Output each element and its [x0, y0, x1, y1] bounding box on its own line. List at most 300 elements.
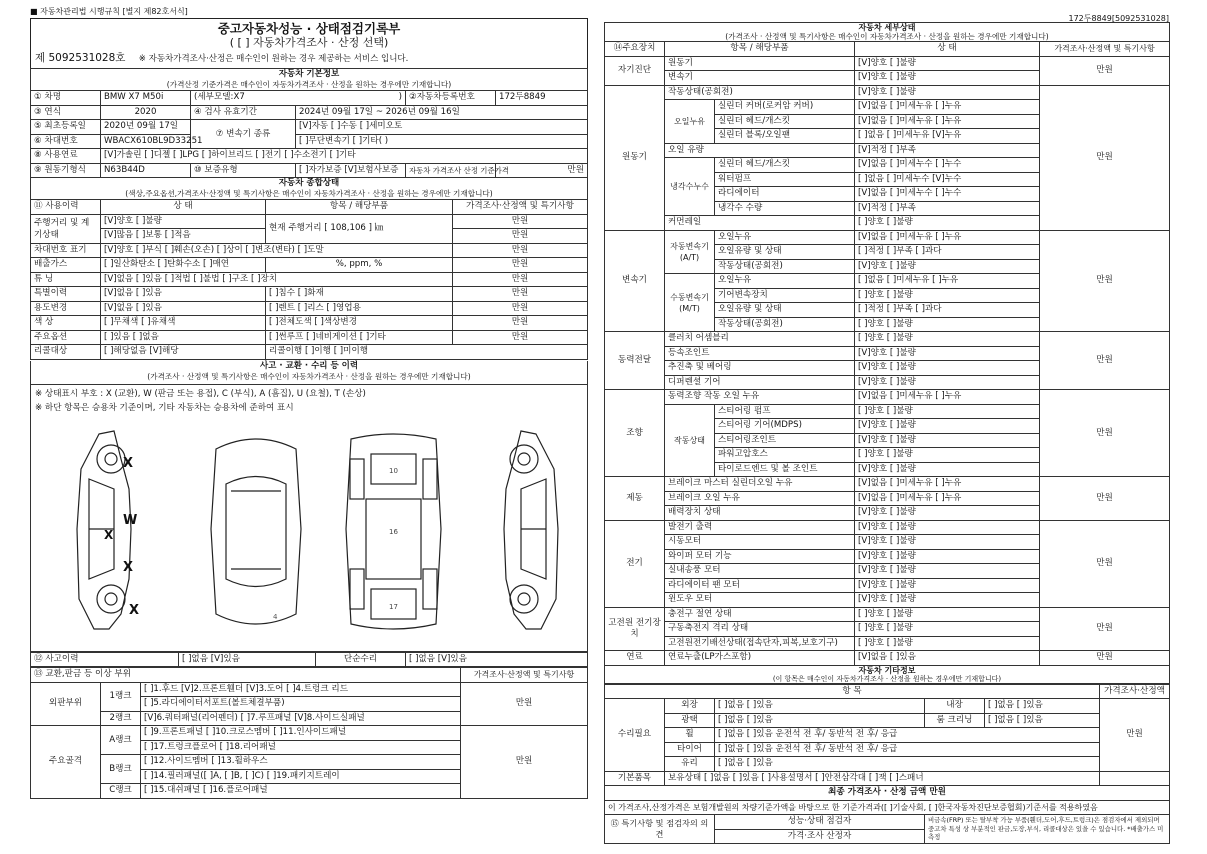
device-state: [V]적정 [ ]부족 — [855, 201, 1040, 216]
col-header: 항목 / 해당부품 — [266, 200, 453, 215]
device-state: [ ]양호 [ ]불량 — [855, 636, 1040, 651]
options-items: [ ]썬루프 [ ]네비게이션 [ ]기타 — [266, 330, 453, 345]
simple-repair-value: [ ]없음 [V]있음 — [406, 652, 588, 667]
first-reg-value: 2020년 09월 17일 — [101, 120, 191, 135]
device-state: [ ]양호 [ ]불량 — [855, 216, 1040, 231]
car-name-value: BMW X7 M50i — [101, 91, 191, 106]
table-row — [31, 134, 588, 149]
device-item: 디퍼렌셜 기어 — [665, 375, 855, 390]
table-row — [31, 149, 588, 164]
device-state: [V]없음 [ ]미세누유 [ ]누유 — [855, 114, 1040, 129]
table-row — [31, 243, 588, 258]
rank-label: B랭크 — [101, 755, 141, 784]
table-row — [605, 771, 1170, 786]
price-cell: 만원 — [453, 243, 588, 258]
other-table — [604, 684, 1170, 845]
simple-repair-label: 단순수리 — [316, 652, 406, 667]
document-id: 172두8849[5092531028] — [1068, 14, 1169, 23]
color-value: [ ]무채색 [ ]유채색 — [101, 316, 266, 331]
car-frame-diagram — [336, 429, 451, 634]
status-legend: ※ 상태표시 부호 : X (교환), W (판금 또는 용접), C (부식), A (흠집), U (요철), T (손상) — [35, 388, 366, 399]
device-item: 원동기 — [665, 56, 855, 71]
table-row — [31, 345, 588, 360]
price-cell: 만원 — [453, 272, 588, 287]
svg-text:16: 16 — [389, 527, 398, 536]
table-row — [31, 120, 588, 135]
mark-x: X — [123, 559, 134, 575]
emission-units: %, ppm, % — [266, 258, 453, 273]
recall-value: [ ]해당없음 [V]해당 — [101, 345, 266, 360]
repair-item: 휠 — [665, 728, 715, 743]
detail-table — [604, 41, 1170, 666]
rank-parts: [ ]14.필러패널([ ]A, [ ]B, [ ]C) [ ]19.패키지트레이 — [141, 769, 461, 784]
repair-value: [ ]없음 [ ]있음 — [985, 713, 1100, 728]
device-state: [V]없음 [ ]미세누유 [ ]누유 — [855, 477, 1040, 492]
device-item: 오일 유량 — [665, 143, 855, 158]
year-value: 2020 — [101, 105, 191, 120]
device-item: 실내송풍 모터 — [665, 564, 855, 579]
mark-x: X — [104, 527, 114, 542]
emission-label: 배출가스 — [31, 258, 101, 273]
price-basis-note: 이 가격조사,산정가격은 보험개발원의 차량기준가액을 바탕으로 한 기준가격과([ ]기술사회, [ ]한국자동차진단보증협회)기준서를 적용하였음 — [605, 800, 1170, 815]
odometer-state: [V]양호 [ ]불량 — [101, 214, 266, 229]
device-state: [V]양호 [ ]불량 — [855, 361, 1040, 376]
use-change-value: [V]없음 [ ]있음 — [101, 301, 266, 316]
device-sub-label: 작동상태 — [665, 404, 715, 477]
device-item: 작동상태(공회전) — [715, 317, 855, 332]
title-box — [30, 18, 588, 68]
repair-value: [ ]없음 [ ]있음 — [715, 713, 925, 728]
price-cell: 만원 — [453, 287, 588, 302]
col-header: ⑪ 사용이력 — [31, 200, 101, 215]
plate-value: 172두8849 — [496, 91, 588, 106]
detail-heading: 자동차 세부상태 — [858, 23, 916, 32]
table-row — [31, 272, 588, 287]
basic-items-value: 보유상태 [ ]없음 [ ]있음 [ ]사용설명서 [ ]안전삼각대 [ ]잭 [ ]스패너 — [665, 771, 1100, 786]
device-state: [V]양호 [ ]불량 — [855, 520, 1040, 535]
price-cell: 만원 — [453, 229, 588, 244]
rank-parts: [ ]12.사이드멤버 [ ]13.휠하우스 — [141, 755, 461, 770]
col-header: 가격조사·산정액 — [1100, 684, 1170, 699]
device-item: 오일유량 및 상태 — [715, 303, 855, 318]
device-item: 와이퍼 모터 기능 — [665, 549, 855, 564]
price-cell: 만원 — [1100, 699, 1170, 772]
overall-table — [30, 199, 588, 360]
major-frame-label: 주요골격 — [31, 726, 101, 799]
svg-text:4: 4 — [273, 612, 278, 621]
standard-note: ※ 하단 항목은 승용차 기준이며, 기타 자동차는 승용차에 준하여 표시 — [35, 402, 294, 413]
device-state: [ ]적정 [ ]부족 [ ]과다 — [855, 245, 1040, 260]
device-sub-label: 수동변속기(M/T) — [665, 274, 715, 332]
accident-table — [30, 652, 588, 668]
other-heading: 자동차 기타정보 — [858, 665, 916, 675]
final-price: 최종 가격조사 · 산정 금액 만원 — [605, 786, 1170, 801]
repair-item: 유리 — [665, 757, 715, 772]
device-state: [V]양호 [ ]불량 — [855, 85, 1040, 100]
rank-parts: [ ]5.라디에이터서포트(볼트체결부품) — [141, 697, 461, 712]
device-state: [V]양호 [ ]불량 — [855, 56, 1040, 71]
table-row — [605, 742, 1170, 757]
table-row — [605, 699, 1170, 714]
special-notes-value: 비금속(FRP) 또는 탈부착 가능 부품(휀더,도어,후드,트렁크)은 점검자에서 제외되며 중고차 특성 상 부분적인 판금,도장,부식, 리콜대상은 있을 수 있습니다. *배출가스 미측정 — [925, 815, 1170, 844]
device-state: [ ]양호 [ ]불량 — [855, 332, 1040, 347]
overall-note: (색상,주요옵션,가격조사·산정액 및 특기사항은 매수인이 자동차가격조사 · 산정을 원하는 경우에만 기재합니다) — [125, 189, 493, 198]
vin-value: WBACX610BL9D33251 — [101, 134, 191, 149]
outer-panel-label: 외판부위 — [31, 682, 101, 726]
car-top-view-diagram — [201, 429, 311, 634]
device-group-label: 고전원 전기장치 — [605, 607, 665, 651]
device-state: [ ]양호 [ ]불량 — [855, 288, 1040, 303]
device-item: 추진축 및 베어링 — [665, 361, 855, 376]
table-row — [31, 200, 588, 215]
table-row — [31, 105, 588, 120]
table-row — [605, 332, 1170, 347]
device-item: 스티어링조인트 — [715, 433, 855, 448]
device-state: [ ]양호 [ ]불량 — [855, 622, 1040, 637]
repair-item: 외장 — [665, 699, 715, 714]
table-row — [31, 682, 588, 697]
price-cell: 만원 — [453, 258, 588, 273]
device-item: 실린더 헤드/개스킷 — [715, 158, 855, 173]
device-state: [V]양호 [ ]불량 — [855, 433, 1040, 448]
table-row — [31, 163, 588, 178]
exchange-label: ⑬ 교환,판금 등 이상 부위 — [31, 668, 461, 683]
device-item: 실린더 헤드/개스킷 — [715, 114, 855, 129]
table-row — [605, 607, 1170, 622]
recall-label: 리콜대상 — [31, 345, 101, 360]
tuning-label: 튜 닝 — [31, 272, 101, 287]
col-header: 항 목 — [605, 684, 1100, 699]
rank-label: A랭크 — [101, 726, 141, 755]
device-item: 오일유량 및 상태 — [715, 245, 855, 260]
col-header: ⑭주요장치 — [605, 42, 665, 57]
transmission-value-2: [ ]무단변속기 [ ]기타( ) — [296, 134, 588, 149]
device-item: 라디에이터 — [715, 187, 855, 202]
price-cell: 만원 — [453, 330, 588, 345]
device-state: [V]양호 [ ]불량 — [855, 71, 1040, 86]
device-state: [ ]양호 [ ]불량 — [855, 448, 1040, 463]
device-item: 냉각수 수량 — [715, 201, 855, 216]
device-group-label: 자기진단 — [605, 56, 665, 85]
device-item: 브레이크 마스터 실린더오일 누유 — [665, 477, 855, 492]
rank-parts: [ ]17.트렁크플로어 [ ]18.리어패널 — [141, 740, 461, 755]
table-row — [605, 477, 1170, 492]
device-item: 구동축전지 격리 상태 — [665, 622, 855, 637]
device-item: 작동상태(공회전) — [665, 85, 855, 100]
repair-value: [ ]없음 [ ]있음 — [985, 699, 1100, 714]
device-state: [V]양호 [ ]불량 — [855, 506, 1040, 521]
device-item: 발전기 출력 — [665, 520, 855, 535]
device-item: 타이로드엔드 및 볼 조인트 — [715, 462, 855, 477]
mark-x: X — [129, 602, 140, 618]
inspector-label: 성능·상태 점검자 — [715, 815, 925, 830]
table-row — [31, 726, 588, 741]
device-state: [V]양호 [ ]불량 — [855, 593, 1040, 608]
basic-items-label: 기본품목 — [605, 771, 665, 786]
car-left-side-diagram — [59, 429, 159, 634]
price-cell: 만원 — [1040, 390, 1170, 477]
device-group-label: 조향 — [605, 390, 665, 477]
price-cell: 만원 — [1040, 332, 1170, 390]
device-item: 워터펌프 — [715, 172, 855, 187]
rank-parts: [ ]1.후드 [V]2.프론트휀더 [V]3.도어 [ ]4.트렁크 리드 — [141, 682, 461, 697]
device-group-label: 변속기 — [605, 230, 665, 332]
year-label: ③ 연식 — [31, 105, 101, 120]
device-state: [ ]양호 [ ]불량 — [855, 317, 1040, 332]
use-change-label: 용도변경 — [31, 301, 101, 316]
accident-note: (가격조사 · 산정액 및 특기사항은 매수인이 자동차가격조사 · 산정을 원하는 경우에만 기재합니다) — [147, 371, 471, 381]
table-row — [31, 668, 588, 683]
price-cell: 만원 — [461, 682, 588, 726]
basic-info-heading-box — [30, 68, 588, 90]
overall-heading-box — [30, 178, 588, 199]
accident-history-label: ⑫ 사고이력 — [31, 652, 179, 667]
device-state: [V]없음 [ ]미세누유 [ ]누유 — [855, 100, 1040, 115]
pricer-label: 가격·조사 산정자 — [715, 829, 925, 844]
price-cell: 만원 — [453, 316, 588, 331]
device-state: [V]없음 [ ]미세누수 [ ]누수 — [855, 158, 1040, 173]
table-row — [31, 214, 588, 229]
vin-mark-value: [V]양호 [ ]부식 [ ]훼손(오손) [ ]상이 [ ]변조(변타) [ ]도말 — [101, 243, 453, 258]
device-state: [V]양호 [ ]불량 — [855, 549, 1040, 564]
price-cell: 만원 — [1040, 56, 1170, 85]
price-cell: 만원 — [1040, 651, 1170, 666]
record-number: 제 5092531028호 — [35, 52, 126, 64]
mileage-level: [V]많음 [ ]보통 [ ]적음 — [101, 229, 266, 244]
regulation-caption: ■ 자동차관리법 시행규칙 [별지 제82호서식] — [30, 7, 188, 16]
rank-label: 2랭크 — [101, 711, 141, 726]
basic-info-heading: 자동차 기본정보 — [278, 69, 340, 79]
device-state: [V]양호 [ ]불량 — [855, 375, 1040, 390]
service-note: ※ 자동차가격조사·산정은 매수인이 원하는 경우 제공하는 서비스 입니다. — [138, 54, 409, 64]
price-cell: 만원 — [1040, 85, 1170, 230]
repair-item: 타이어 — [665, 742, 715, 757]
repair-value: [ ]없음 [ ]있음 — [715, 699, 925, 714]
other-heading-box — [604, 666, 1170, 684]
use-change-items: [ ]렌트 [ ]리스 [ ]영업용 — [266, 301, 453, 316]
table-row — [605, 815, 1170, 830]
device-item: 동력조향 작동 오일 누유 — [665, 390, 855, 405]
basic-info-table — [30, 90, 588, 178]
device-item: 충전구 절연 상태 — [665, 607, 855, 622]
repair-value: [ ]없음 [ ]있음 운전석 전 후/ 동반석 전 후/ 응급 — [715, 742, 1100, 757]
table-row — [605, 85, 1170, 100]
col-header: 상 태 — [855, 42, 1040, 57]
device-state: [V]양호 [ ]불량 — [855, 462, 1040, 477]
col-header: 가격조사·산정액 및 특기사항 — [1040, 42, 1170, 57]
rank-parts: [ ]15.대쉬패널 [ ]16.플로어패널 — [141, 784, 461, 799]
table-row — [31, 287, 588, 302]
device-item: 배력장치 상태 — [665, 506, 855, 521]
left-column — [30, 18, 588, 799]
color-label: 색 상 — [31, 316, 101, 331]
device-group-label: 원동기 — [605, 85, 665, 230]
table-row — [605, 757, 1170, 772]
table-row — [605, 230, 1170, 245]
table-row — [31, 91, 588, 106]
device-item: 윈도우 모터 — [665, 593, 855, 608]
device-item: 커먼레일 — [665, 216, 855, 231]
table-row — [605, 651, 1170, 666]
mark-x: X — [123, 455, 134, 471]
repair-item: 룸 크리닝 — [925, 713, 985, 728]
device-state: [ ]적정 [ ]부족 [ ]과다 — [855, 303, 1040, 318]
device-state: [V]양호 [ ]불량 — [855, 346, 1040, 361]
tuning-value: [V]없음 [ ]있음 [ ]적법 [ ]불법 [ ]구조 [ ]장치 — [101, 272, 453, 287]
svg-text:17: 17 — [389, 602, 398, 611]
options-label: 주요옵션 — [31, 330, 101, 345]
table-row — [605, 42, 1170, 57]
table-row — [605, 390, 1170, 405]
device-state: [V]양호 [ ]불량 — [855, 259, 1040, 274]
odometer-label: 주행거리 및 계기상태 — [31, 214, 101, 243]
rank-label: C랭크 — [101, 784, 141, 799]
table-row — [605, 728, 1170, 743]
device-sub-label: 냉각수누수 — [665, 158, 715, 216]
warranty-label: ⑩ 보증유형 — [191, 163, 296, 178]
device-state: [V]없음 [ ]있음 — [855, 651, 1040, 666]
fuel-label: ⑧ 사용연료 — [31, 149, 101, 164]
vin-mark-label: 차대번호 표기 — [31, 243, 101, 258]
device-group-label: 전기 — [605, 520, 665, 607]
fuel-value: [V]가솔린 [ ]디젤 [ ]LPG [ ]하이브리드 [ ]전기 [ ]수소전기 [ ]기타 — [101, 149, 588, 164]
table-row — [31, 652, 588, 667]
price-cell: 만원 — [461, 726, 588, 799]
rank-parts: [V]6.쿼터패널(리어펜더) [ ]7.루프패널 [V]8.사이드실패널 — [141, 711, 461, 726]
device-item: 고전원전기배선상태(접속단자,피복,보호기구) — [665, 636, 855, 651]
repair-item: 광택 — [665, 713, 715, 728]
device-item: 스티어링 기어(MDPS) — [715, 419, 855, 434]
device-group-label: 동력전달 — [605, 332, 665, 390]
device-state: [V]양호 [ ]불량 — [855, 578, 1040, 593]
svg-text:10: 10 — [389, 466, 398, 475]
table-row — [31, 258, 588, 273]
device-sub-label: 자동변속기(A/T) — [665, 230, 715, 274]
detail-note: (가격조사 · 산정액 및 특기사항은 매수인이 자동차가격조사 · 산정을 원하는 경우에만 기재합니다) — [725, 32, 1049, 41]
device-state: [V]양호 [ ]불량 — [855, 564, 1040, 579]
device-group-label: 제동 — [605, 477, 665, 521]
rank-parts: [ ]9.프론트패널 [ ]10.크로스멤버 [ ]11.인사이드패널 — [141, 726, 461, 741]
device-state: [V]양호 [ ]불량 — [855, 419, 1040, 434]
price-cell: 만원 — [453, 214, 588, 229]
price-cell: 만원 — [1040, 477, 1170, 521]
plate-label: ②자동차등록번호 — [406, 91, 496, 106]
special-history-label: 특별이력 — [31, 287, 101, 302]
warranty-value: [ ]자가보증 [V]보험사보증 — [296, 163, 406, 178]
first-reg-label: ⑤ 최초등록일 — [31, 120, 101, 135]
device-item: 브레이크 오일 누유 — [665, 491, 855, 506]
device-item: 실린더 커버(로커암 커버) — [715, 100, 855, 115]
accident-heading: 사고 · 교환 · 수리 등 이력 — [259, 360, 359, 371]
base-price-value: 만원 — [496, 163, 588, 178]
right-column — [604, 22, 1170, 844]
device-item: 연료누출(LP가스포함) — [665, 651, 855, 666]
mark-w: W — [123, 512, 138, 528]
color-items: [ ]전체도색 [ ]색상변경 — [266, 316, 453, 331]
device-state: [ ]없음 [ ]미세누유 [ ]누유 — [855, 274, 1040, 289]
exchange-table — [30, 667, 588, 799]
engine-type-label: ⑨ 원동기형식 — [31, 163, 101, 178]
transmission-value: [V]자동 [ ]수동 [ ]세미오토 — [296, 120, 588, 135]
transmission-label: ⑦ 변속기 종류 — [191, 120, 296, 149]
special-notes-label: ⑮ 특기사항 및 점검자의 의견 — [605, 815, 715, 844]
base-price-label: 자동차 가격조사 산정 기준가격 — [406, 163, 496, 178]
repair-value: [ ]없음 [ ]있음 — [715, 757, 1100, 772]
other-note: (이 항목은 매수인이 자동차가격조사 · 산정을 원하는 경우에만 기재합니다) — [772, 674, 1002, 683]
device-group-label: 연료 — [605, 651, 665, 666]
device-state: [V]적정 [ ]부족 — [855, 143, 1040, 158]
device-item: 작동상태(공회전) — [715, 259, 855, 274]
device-state: [ ]양호 [ ]불량 — [855, 607, 1040, 622]
vin-label: ⑥ 차대번호 — [31, 134, 101, 149]
emission-value: [ ]일산화탄소 [ ]탄화수소 [ ]매연 — [101, 258, 266, 273]
exchange-price-header: 가격조사·산정액 및 특기사항 — [461, 668, 588, 683]
price-cell: 만원 — [453, 301, 588, 316]
table-row — [605, 786, 1170, 801]
device-item: 오일누유 — [715, 230, 855, 245]
device-state: [ ]없음 [ ]미세누유 [V]누유 — [855, 129, 1040, 144]
device-state: [ ]없음 [ ]미세누수 [V]누수 — [855, 172, 1040, 187]
device-item: 기어변속장치 — [715, 288, 855, 303]
overall-heading: 자동차 종합상태 — [278, 178, 340, 188]
table-row — [31, 301, 588, 316]
device-state: [V]양호 [ ]불량 — [855, 535, 1040, 550]
basic-info-note: (가격산정 기준가격은 매수인이 자동차가격조사 · 산정을 원하는 경우에만 기재합니다) — [166, 80, 452, 89]
table-row — [31, 316, 588, 331]
col-header: 상 태 — [101, 200, 266, 215]
price-cell: 만원 — [1040, 607, 1170, 651]
device-item: 변속기 — [665, 71, 855, 86]
device-state: [V]없음 [ ]미세누유 [ ]누유 — [855, 390, 1040, 405]
device-state: [ ]양호 [ ]불량 — [855, 404, 1040, 419]
table-row — [605, 56, 1170, 71]
rank-label: 1랭크 — [101, 682, 141, 711]
device-item: 라디에이터 팬 모터 — [665, 578, 855, 593]
table-row — [605, 684, 1170, 699]
page-subtitle: ( [ ] 자동차가격조사 · 산정 선택) — [229, 36, 389, 49]
table-row — [605, 713, 1170, 728]
table-row — [605, 800, 1170, 815]
device-item: 클러치 어셈블리 — [665, 332, 855, 347]
device-item: 스티어링 펌프 — [715, 404, 855, 419]
car-name-label: ① 차명 — [31, 91, 101, 106]
options-value: [ ]있음 [ ]없음 — [101, 330, 266, 345]
device-state: [V]없음 [ ]미세누유 [ ]누유 — [855, 230, 1040, 245]
engine-type-value: N63B44D — [101, 163, 191, 178]
repair-needed-label: 수리필요 — [605, 699, 665, 772]
price-cell: 만원 — [1040, 520, 1170, 607]
page-title: 중고자동차성능 · 상태점검기록부 — [217, 21, 401, 36]
special-history-value: [V]없음 [ ]있음 — [101, 287, 266, 302]
repair-item: 내장 — [925, 699, 985, 714]
recall-items: 리콜이행 [ ]이행 [ ]미이행 — [266, 345, 588, 360]
device-item: 파워고압호스 — [715, 448, 855, 463]
odometer-value: 현재 주행거리 [ 108,106 ] ㎞ — [266, 214, 453, 243]
device-item: 등속조인트 — [665, 346, 855, 361]
special-history-items: [ ]침수 [ ]화재 — [266, 287, 453, 302]
inspection-value: 2024년 09월 17일 ~ 2026년 09월 16일 — [296, 105, 588, 120]
table-row — [31, 330, 588, 345]
device-item: 실린더 블록/오일팬 — [715, 129, 855, 144]
col-header: 가격조사·산정액 및 특기사항 — [453, 200, 588, 215]
accident-box — [30, 361, 588, 652]
col-header: 항목 / 해당부품 — [665, 42, 855, 57]
device-item: 오일누유 — [715, 274, 855, 289]
inspection-label: ④ 검사 유효기간 — [191, 105, 296, 120]
device-sub-label: 오일누유 — [665, 100, 715, 144]
accident-history-value: [ ]없음 [V]있음 — [179, 652, 316, 667]
car-model: (세부모델:X7 — [191, 91, 296, 106]
